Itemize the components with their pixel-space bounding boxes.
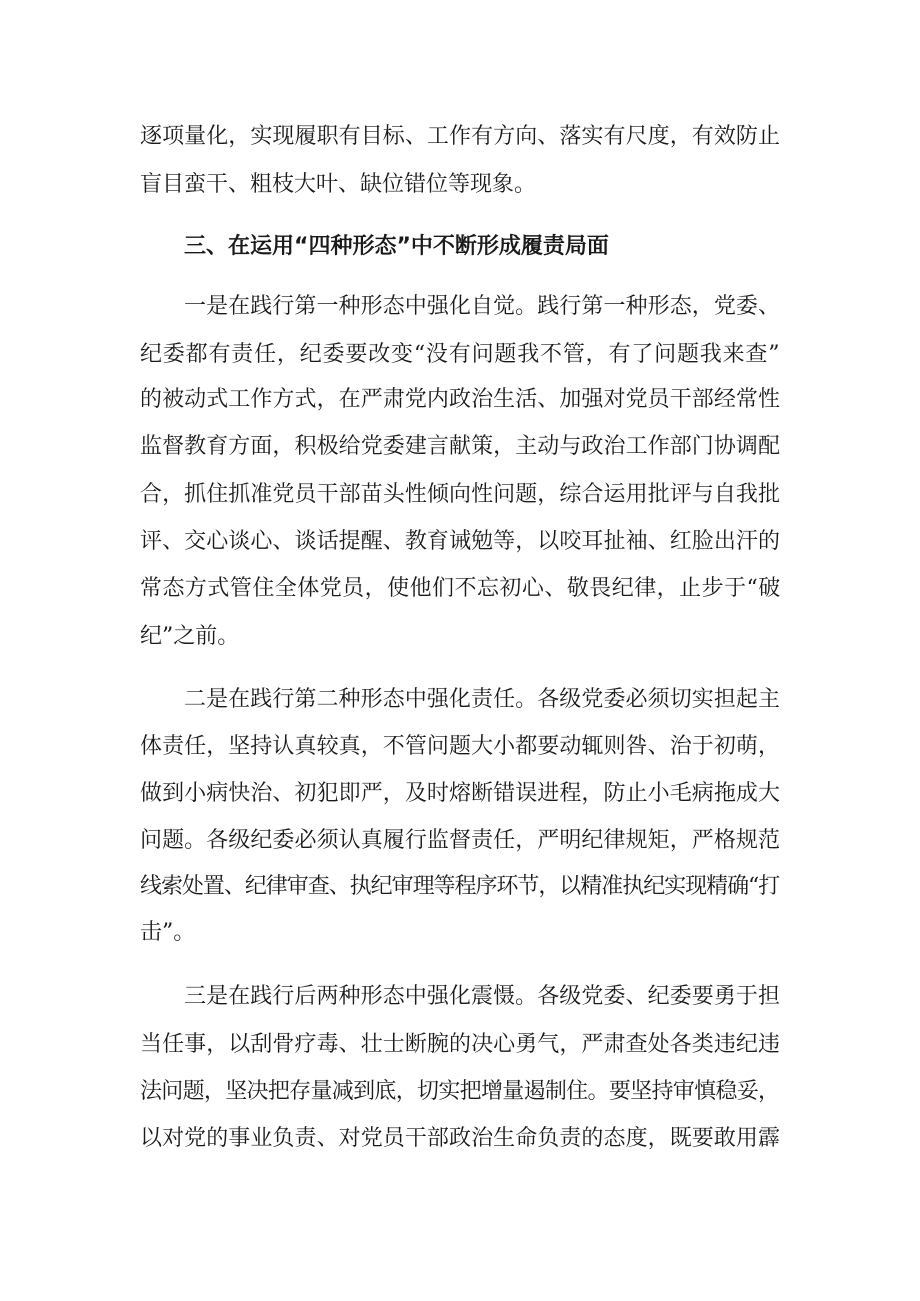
- paragraph-line: 做到小病快治、初犯即严，及时熔断错误进程，防止小毛病拖成大: [140, 781, 781, 806]
- paragraph-line: 合，抓住抓准党员干部苗头性倾向性问题，综合运用批评与自我批: [140, 482, 781, 507]
- paragraph-line: 问题。各级纪委必须认真履行监督责任，严明纪律规矩，严格规范: [140, 828, 781, 853]
- paragraph-line: 法问题，坚决把存量减到底，切实把增量遏制住。要坚持审慎稳妥，: [140, 1079, 780, 1104]
- paragraph-line: 二是在践行第二种形态中强化责任。各级党委必须切实担起主: [184, 687, 781, 712]
- paragraph-line: 一是在践行第一种形态中强化自觉。践行第一种形态，党委、: [184, 294, 781, 319]
- paragraph-line: 逐项量化，实现履职有目标、工作有方向、落实有尺度，有效防止: [140, 124, 781, 149]
- paragraph-line: 评、交心谈心、谈话提醒、教育诫勉等，以咬耳扯袖、红脸出汗的: [140, 529, 781, 554]
- paragraph-line: 三是在践行后两种形态中强化震慑。各级党委、纪委要勇于担: [184, 984, 781, 1009]
- paragraph-line: 监督教育方面，积极给党委建言献策，主动与政治工作部门协调配: [140, 434, 781, 459]
- paragraph-line: 纪”之前。: [140, 624, 240, 649]
- paragraph-line: 线索处置、纪律审查、执纪审理等程序环节，以精准执纪实现精确“打: [140, 874, 780, 899]
- paragraph-line: 击”。: [140, 920, 196, 945]
- paragraph-line: 的被动式工作方式，在严肃党内政治生活、加强对党员干部经常性: [140, 387, 781, 412]
- paragraph-line: 纪委都有责任，纪委要改变“没有问题我不管，有了问题我来查”: [140, 342, 781, 367]
- paragraph-line: 体责任，坚持认真较真，不管问题大小都要动辄则咎、治于初萌，: [140, 734, 781, 759]
- section-heading: 三、在运用“四种形态”中不断形成履责局面: [184, 234, 609, 259]
- paragraph-line: 以对党的事业负责、对党员干部政治生命负责的态度，既要敢用霹: [140, 1126, 781, 1151]
- paragraph-line: 当任事，以刮骨疗毒、壮士断腕的决心勇气，严肃查处各类违纪违: [140, 1032, 781, 1057]
- paragraph-line: 盲目蛮干、粗枝大叶、缺位错位等现象。: [140, 172, 537, 197]
- paragraph-line: 常态方式管住全体党员，使他们不忘初心、敬畏纪律，止步于“破: [140, 576, 781, 601]
